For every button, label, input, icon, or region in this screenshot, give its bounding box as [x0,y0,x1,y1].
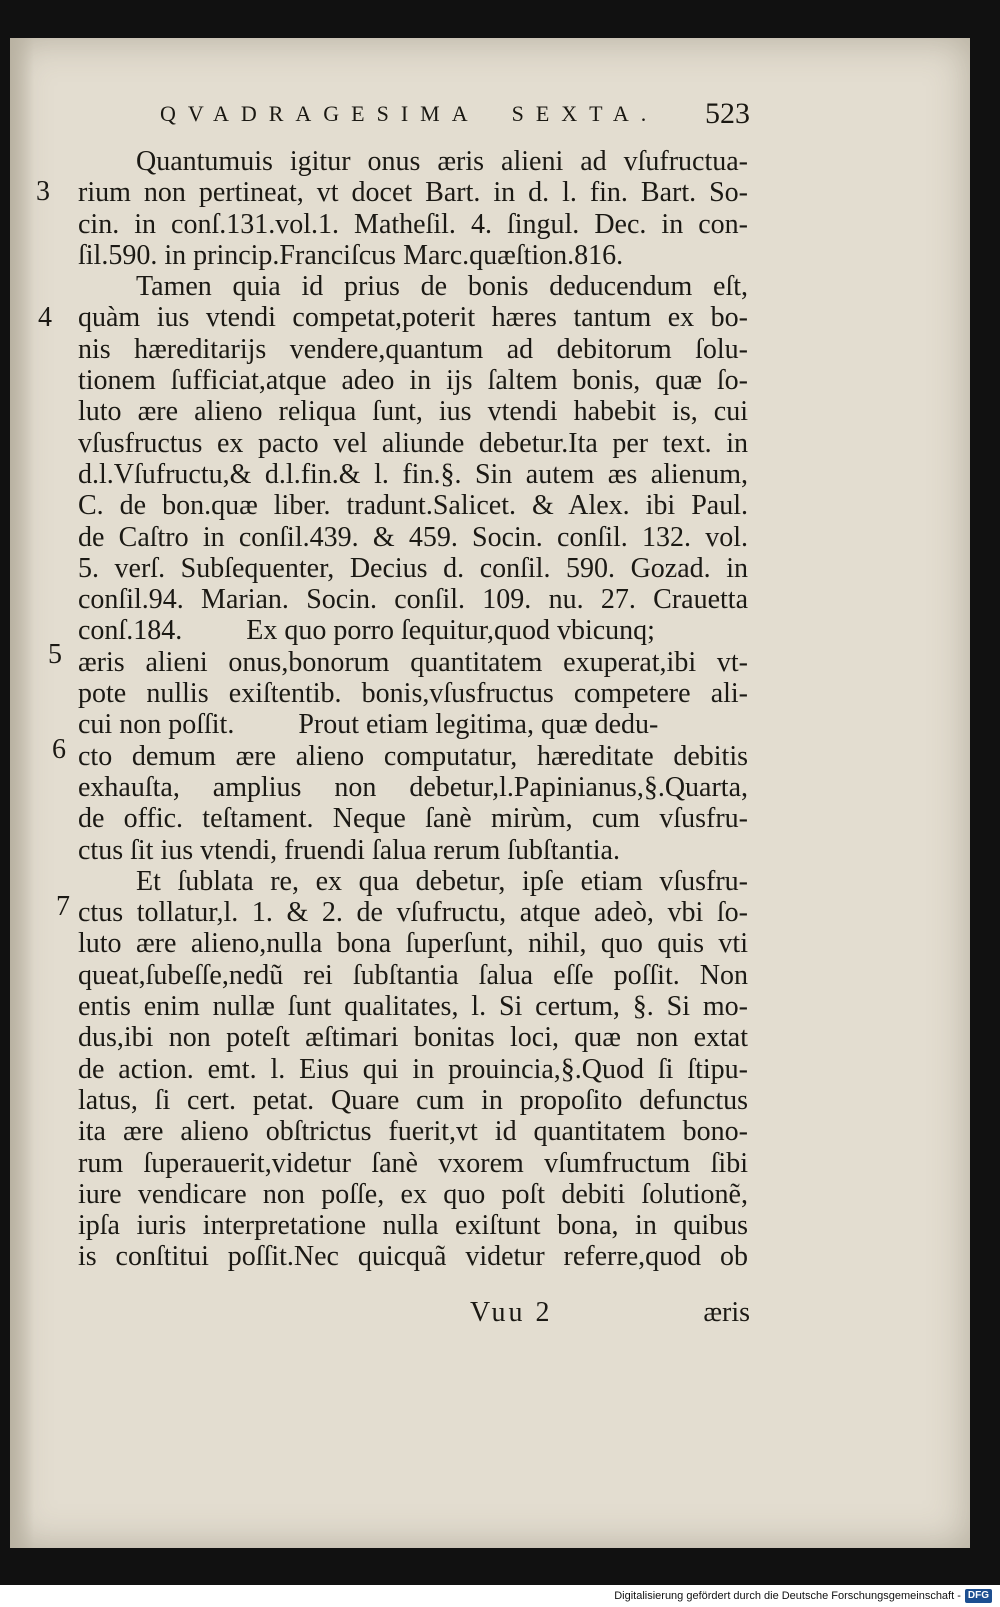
text-line: æris alieni onus,bonorum quantitatem exuperat,ibi vt- [78,646,748,678]
page-number: 523 [705,97,750,130]
text-fragment: cui non poſſit. [78,709,235,741]
text-line: ita ære alieno obſtrictus fuerit,vt id quantitatem bono- [78,1116,748,1148]
text-fragment: Prout etiam legitima, quæ dedu- [298,709,659,741]
text-line: nis hæreditarijs vendere,quantum ad debitorum ſolu- [78,333,748,365]
text-line: exhauſta, amplius non debetur,l.Papinianus,§.Quarta, [78,771,748,803]
text-line: Et ſublata re, ex qua debetur, ipſe etiam vſusfru- [136,865,748,897]
text-line: cto demum ære alieno computatur, hæreditate debitis [78,740,748,772]
running-head [160,95,750,135]
running-head-word-1: QVADRAGESIMA [160,101,480,126]
text-line: pote nullis exiſtentib. bonis,vſusfructus competere ali- [78,678,748,710]
catchword: æris [703,1297,750,1328]
catchline [470,1297,750,1331]
margin-number: 7 [56,891,70,922]
text-line: is conſtitui poſſit.Nec quicquã videtur referre,quod ob [78,1241,748,1273]
text-line: queat,ſubeſſe,nedũ rei ſubſtantia ſalua eſſe poſſit. Non [78,959,748,991]
margin-number: 3 [36,176,50,207]
text-fragment: conſ.184. [78,615,183,647]
text-line: ſil.590. in princip.Franciſcus Marc.quæſtion.816. [78,239,624,271]
text-line: de action. emt. l. Eius qui in prouincia,§.Quod ſi ſtipu- [78,1053,748,1085]
text-line: 5. verſ. Subſequenter, Decius d. conſil. 590. Gozad. in [78,552,748,584]
text-line: de offic. teſtament. Neque ſanè mirùm, cum vſusfru- [78,803,748,835]
text-line: quàm ius vtendi competat,poterit hæres tantum ex bo- [78,302,748,334]
text-line: C. de bon.quæ liber. tradunt.Salicet. & Alex. ibi Paul. [78,490,748,522]
text-line: ctus ſit ius vtendi, fruendi ſalua rerum ſubſtantia. [78,834,620,866]
text-fragment: Ex quo porro ſequitur,quod vbicunq; [246,615,655,647]
text-line: cin. in conſ.131.vol.1. Matheſil. 4. ſingul. Dec. in con- [78,208,748,240]
text-line-split [78,709,748,740]
text-line: conſil.94. Marian. Socin. conſil. 109. nu. 27. Crauetta [78,584,748,616]
text-line: ctus tollatur,l. 1. & 2. de vſufructu, atque adeò, vbi ſo- [78,897,748,929]
text-line: ipſa iuris interpretatione nulla exiſtunt bona, in quibus [78,1210,748,1242]
body-text [78,146,748,1273]
funding-credit: Digitalisierung gefördert durch die Deutsche Forschungsgemeinschaft - [614,1590,961,1602]
text-line: Quantumuis igitur onus æris alieni ad vſufructua- [136,146,748,177]
text-line: rum ſuperauerit,videtur ſanè vxorem vſumfructum ſibi [78,1147,748,1179]
text-line: entis enim nullæ ſunt qualitates, l. Si certum, §. Si mo- [78,991,748,1023]
text-line: tionem ſufficiat,atque adeo in ijs ſaltem bonis, quæ ſo- [78,365,748,397]
text-line: dus,ibi non poteſt æſtimari bonitas loci, quæ non extat [78,1022,748,1054]
margin-number: 5 [48,639,62,670]
running-head-word-2: SEXTA. [511,101,659,126]
text-line: luto ære alieno reliqua ſunt, ius vtendi habebit is, cui [78,396,748,428]
text-line-split [78,615,748,646]
text-line: Tamen quia id prius de bonis deducendum eſt, [136,271,748,303]
text-line: latus, ſi cert. petat. Quare cum in propoſito defunctus [78,1084,748,1116]
text-line: vſusfructus ex pacto vel aliunde debetur.Ita per text. in [78,427,748,459]
text-line: rium non pertineat, vt docet Bart. in d. l. fin. Bart. So- [78,177,748,209]
dfg-logo: DFG [965,1589,992,1603]
page-gutter-shadow [10,38,34,1548]
text-line: d.l.Vſufructu,& d.l.fin.& l. fin.§. Sin autem æs alienum, [78,458,748,490]
text-line: de Caſtro in conſil.439. & 459. Socin. conſil. 132. vol. [78,521,748,553]
text-line: iure vendicare non poſſe, ex quo poſt debiti ſolutionẽ, [78,1178,748,1210]
margin-number: 4 [38,302,52,333]
digitization-footer [614,1588,992,1604]
running-head-title [160,101,658,127]
signature-mark: Vuu 2 [470,1297,553,1328]
margin-number: 6 [52,734,66,765]
text-line: luto ære alieno,nulla bona ſuperſunt, nihil, quo quis vti [78,928,748,960]
